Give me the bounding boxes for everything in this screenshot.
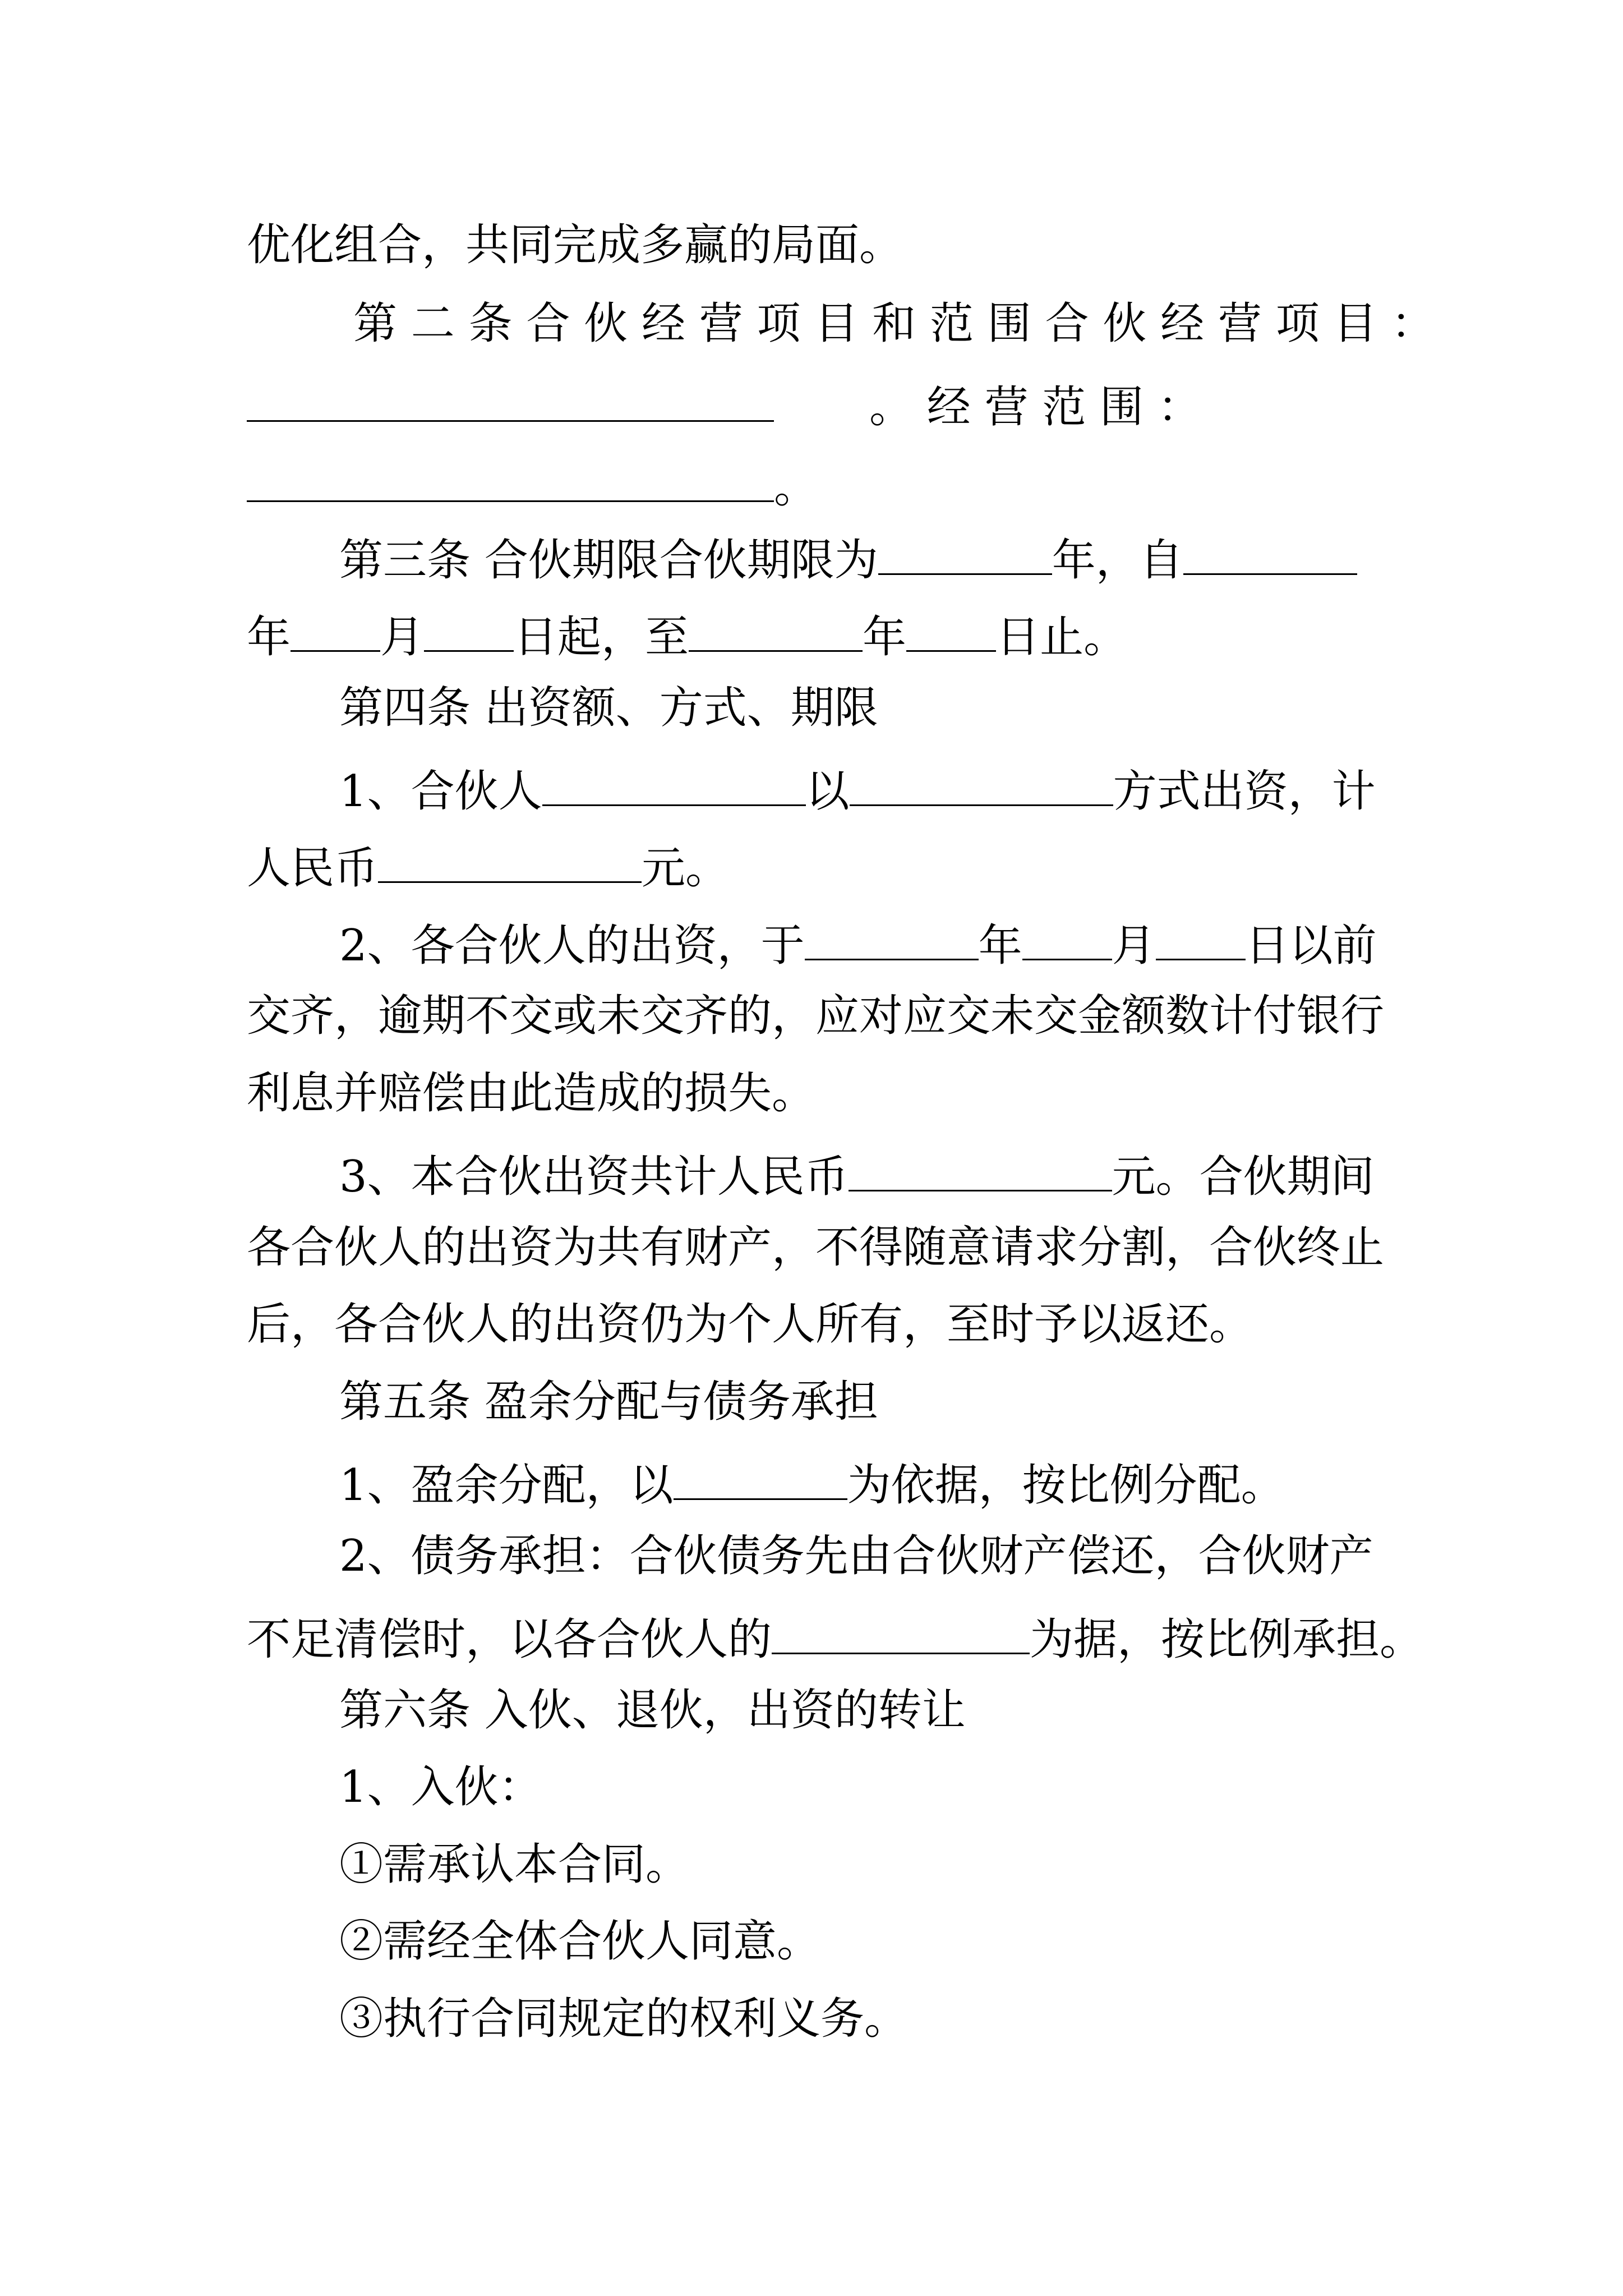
text: 年 <box>978 921 1022 971</box>
article-3-line <box>339 532 1357 586</box>
paragraph-line <box>339 1457 1285 1511</box>
text: 2、债务承担：合伙债务先由合伙财产偿还，合伙财产 <box>339 1531 1373 1581</box>
paragraph-line <box>247 1222 1385 1273</box>
text: 第五条 盈余分配与债务承担 <box>339 1377 878 1427</box>
paragraph-line <box>339 1762 542 1812</box>
text: 年 <box>247 612 291 662</box>
text: 元。合伙期间 <box>1112 1152 1375 1202</box>
paragraph-line <box>339 1148 1375 1202</box>
text: 交齐，逾期不交或未交齐的，应对应交未交金额数计付银行 <box>247 991 1385 1041</box>
blank-field <box>291 609 380 652</box>
text: 后，各合伙人的出资仍为个人所有，至时予以返还。 <box>247 1299 1253 1350</box>
text: 2、各合伙人的出资，于 <box>339 921 805 971</box>
blank-field <box>247 379 774 422</box>
blank-field <box>1156 917 1246 960</box>
article-5-heading <box>339 1377 878 1427</box>
blank-field <box>542 763 806 806</box>
text: 3、本合伙出资共计人民币 <box>339 1152 849 1202</box>
text: 第三条 合伙期限合伙期限为 <box>339 535 878 586</box>
paragraph-line <box>339 763 1376 817</box>
paragraph-line <box>247 220 903 270</box>
text: 为据，按比例承担。 <box>1030 1614 1424 1665</box>
blank-field <box>674 1457 847 1500</box>
blank-field <box>906 609 996 652</box>
text: 第四条 出资额、方式、期限 <box>339 683 878 733</box>
text: 。 经 营 范 围 ： <box>869 382 1201 432</box>
blank-field <box>689 609 863 652</box>
text: 第六条 入伙、退伙，出资的转让 <box>339 1685 966 1736</box>
text: 日起，至 <box>514 612 689 662</box>
blank-field <box>772 1611 1030 1654</box>
text: ③执行合同规定的权利义务。 <box>339 1994 909 2044</box>
paragraph-line <box>247 991 1385 1041</box>
text: 月 <box>1112 921 1156 971</box>
text: 利息并赔偿由此造成的损失。 <box>247 1068 816 1119</box>
paragraph-line <box>247 379 1201 432</box>
blank-field <box>805 917 979 960</box>
text: 。 <box>774 462 818 513</box>
text: 为依据，按比例分配。 <box>847 1460 1285 1511</box>
paragraph-line <box>247 459 818 513</box>
text: 方式出资，计 <box>1113 766 1376 817</box>
blank-field <box>1183 532 1357 575</box>
blank-field <box>849 1148 1112 1191</box>
paragraph-line <box>247 609 1128 662</box>
text: 1、入伙： <box>339 1762 542 1812</box>
blank-field <box>247 459 774 502</box>
article-6-heading <box>339 1685 966 1736</box>
text: 人民币 <box>247 843 379 894</box>
article-2-heading <box>353 298 1435 349</box>
paragraph-line <box>247 840 730 894</box>
text: 第 二 条 合 伙 经 营 项 目 和 范 围 合 伙 经 营 项 目 ： <box>353 298 1435 349</box>
text: 以 <box>805 766 850 817</box>
list-item <box>339 1916 821 1967</box>
text: 年 <box>863 612 907 662</box>
paragraph-line <box>339 1531 1373 1581</box>
text: 日以前 <box>1245 921 1377 971</box>
blank-field <box>850 763 1113 806</box>
blank-field <box>1022 917 1112 960</box>
text: 月 <box>380 612 425 662</box>
text: 年，自 <box>1052 535 1183 586</box>
paragraph-line <box>339 917 1377 971</box>
text: ①需承认本合同。 <box>339 1839 690 1890</box>
text: 不足清偿时，以各合伙人的 <box>247 1614 772 1665</box>
blank-field <box>878 532 1052 575</box>
paragraph-line <box>247 1068 816 1119</box>
text: 日止。 <box>996 612 1128 662</box>
article-4-heading <box>339 683 878 733</box>
text: 优化组合，共同完成多赢的局面。 <box>247 220 903 270</box>
paragraph-line <box>247 1299 1253 1350</box>
text: 各合伙人的出资为共有财产，不得随意请求分割，合伙终止 <box>247 1222 1385 1273</box>
paragraph-line <box>247 1611 1424 1665</box>
text: 元。 <box>642 843 730 894</box>
blank-field <box>378 840 642 883</box>
text: 1、合伙人 <box>339 766 542 817</box>
list-item <box>339 1839 690 1890</box>
text: 1、盈余分配，以 <box>339 1460 674 1511</box>
blank-field <box>424 609 514 652</box>
list-item <box>339 1994 909 2044</box>
text: ②需经全体合伙人同意。 <box>339 1916 821 1967</box>
